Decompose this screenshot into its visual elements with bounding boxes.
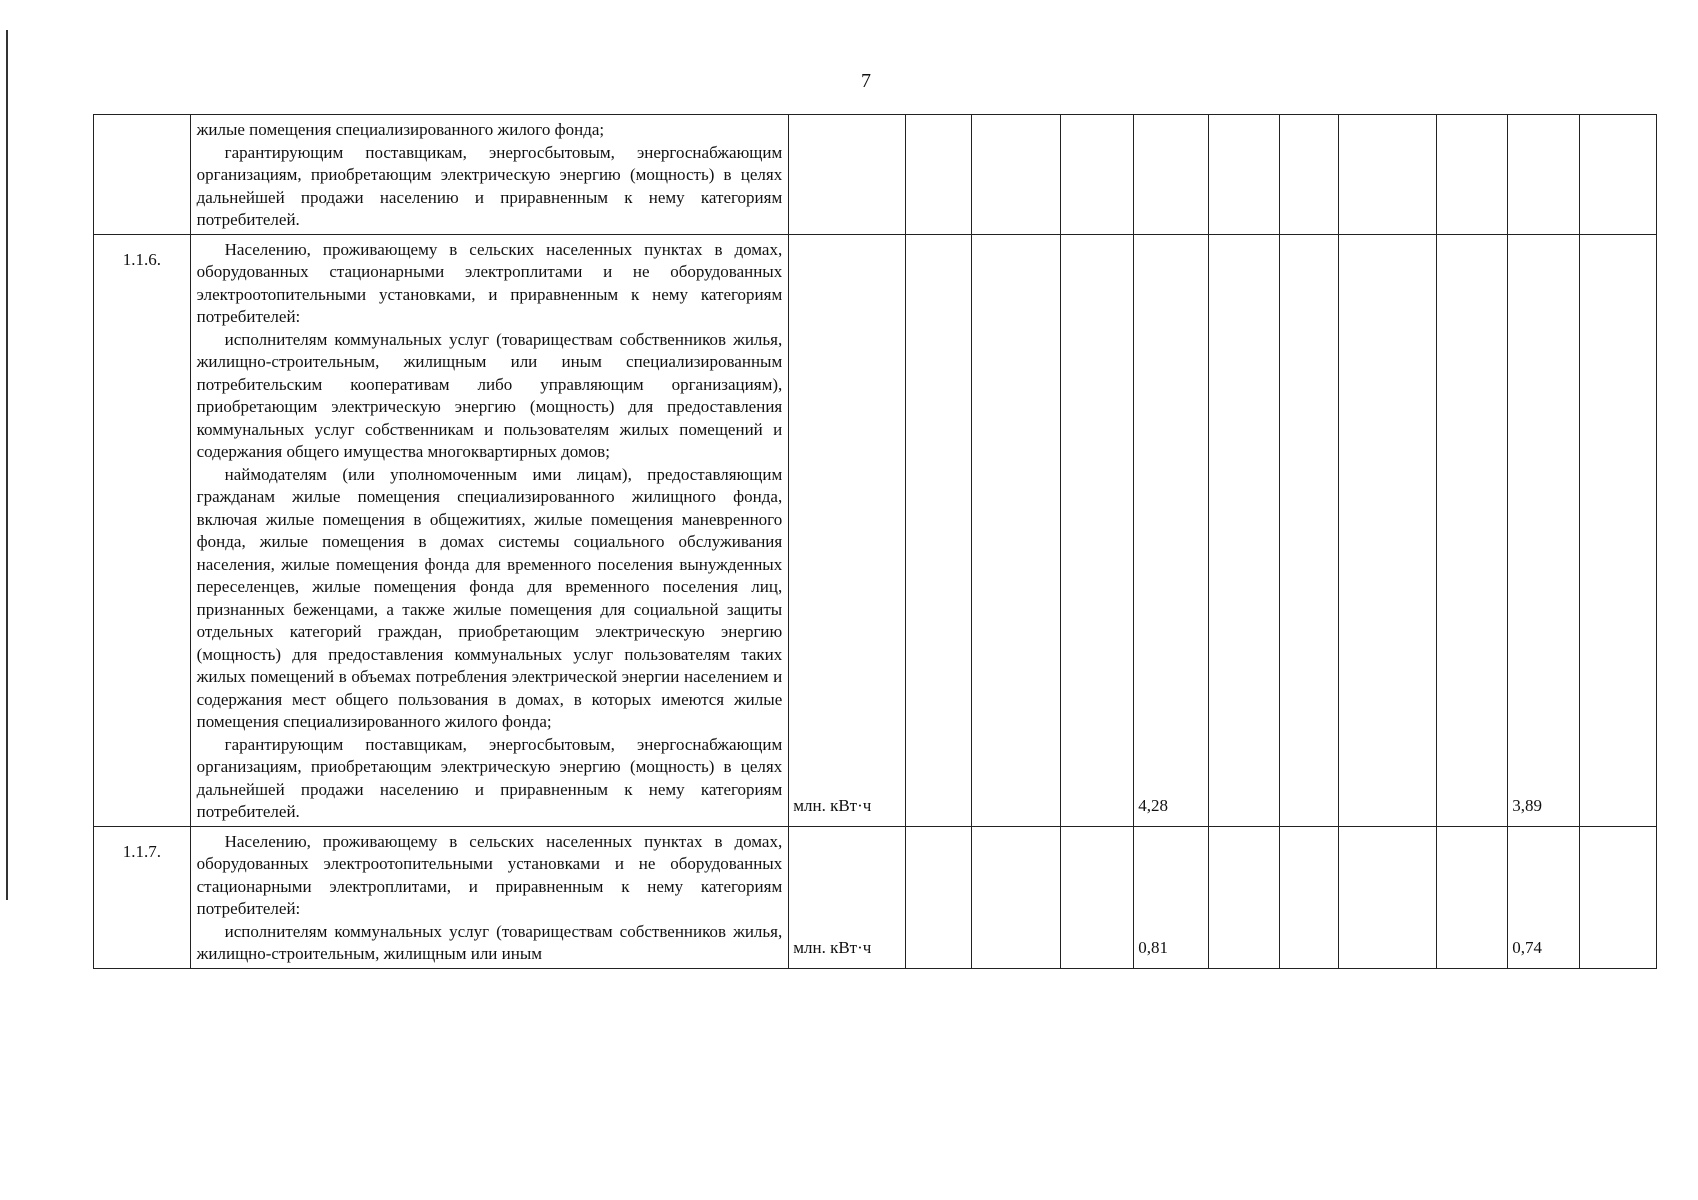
empty-cell bbox=[1338, 826, 1436, 968]
empty-cell bbox=[1279, 826, 1338, 968]
description-paragraph: исполнителям коммунальных услуг (товариществам собственников жилья, жилищно-строительным, жилищным или иным специализированным потребительским кооперативам либо управляющим организациям), приобретающим электрическую энергию (мощность) для предоставления коммунальных услуг собственникам и пользователям жилых помещений и содержания общего имущества многоквартирных домов; bbox=[196, 329, 783, 461]
table-row bbox=[94, 115, 1657, 235]
value-cell bbox=[1508, 115, 1580, 235]
description-paragraph: наймодателям (или уполномоченным ими лицам), предоставляющим гражданам жилые помещения специализированного жилищного фонда, включая жилые помещения в общежитиях, жилые помещения маневренного фонда, жилые помещения в домах системы социального обслуживания населения, жилые помещения фонда для временного поселения вынужденных переселенцев, жилые помещения фонда для временного поселения лиц, признанных беженцами, а также жилые помещения для социальной защиты отдельных категорий граждан, приобретающим электрическую энергию (мощность) для предоставления коммунальных услуг пользователям таких жилых помещений в объемах потребления электрической энергии населением и содержания мест общего пользования в домах, в которых имеются жилые помещения специализированного жилого фонда; bbox=[196, 464, 783, 731]
row-number: 1.1.6. bbox=[94, 234, 191, 826]
empty-cell bbox=[905, 115, 972, 235]
value-cell: 4,28 bbox=[1134, 234, 1209, 826]
unit-cell: млн. кВт·ч bbox=[789, 234, 905, 826]
description-paragraph: гарантирующим поставщикам, энергосбытовым, энергоснабжающим организациям, приобретающим электрическую энергию (мощность) в целях дальнейшей продажи населению и приравненным к нему категориям потребителей. bbox=[196, 734, 783, 821]
empty-cell bbox=[1061, 826, 1134, 968]
empty-cell bbox=[1338, 234, 1436, 826]
empty-cell bbox=[972, 115, 1061, 235]
table-row bbox=[94, 826, 1657, 968]
table-row bbox=[94, 234, 1657, 826]
empty-cell bbox=[905, 826, 972, 968]
empty-cell bbox=[1061, 115, 1134, 235]
empty-cell bbox=[1209, 115, 1280, 235]
empty-cell bbox=[1436, 115, 1508, 235]
row-number: 1.1.7. bbox=[94, 826, 191, 968]
value-cell: 0,74 bbox=[1508, 826, 1580, 968]
empty-cell bbox=[1209, 234, 1280, 826]
empty-cell bbox=[1580, 826, 1657, 968]
unit-cell: млн. кВт·ч bbox=[789, 826, 905, 968]
row-description bbox=[190, 234, 789, 826]
page-number: 7 bbox=[861, 70, 871, 92]
empty-cell bbox=[1580, 115, 1657, 235]
empty-cell bbox=[1436, 234, 1508, 826]
row-description bbox=[190, 115, 789, 235]
empty-cell bbox=[1209, 826, 1280, 968]
empty-cell bbox=[1279, 234, 1338, 826]
unit-cell bbox=[789, 115, 905, 235]
description-paragraph: Населению, проживающему в сельских населенных пунктах в домах, оборудованных стационарными электроплитами и не оборудованных электроотопительными установками, и приравненным к нему категориям потребителей: bbox=[196, 239, 783, 326]
empty-cell bbox=[1580, 234, 1657, 826]
value-cell: 0,81 bbox=[1134, 826, 1209, 968]
value-cell: 3,89 bbox=[1508, 234, 1580, 826]
description-paragraph: исполнителям коммунальных услуг (товариществам собственников жилья, жилищно-строительным, жилищным или иным bbox=[196, 921, 783, 963]
empty-cell bbox=[1279, 115, 1338, 235]
description-paragraph: жилые помещения специализированного жилого фонда; bbox=[196, 120, 605, 139]
empty-cell bbox=[1338, 115, 1436, 235]
empty-cell bbox=[1061, 234, 1134, 826]
tariff-table bbox=[93, 114, 1657, 969]
description-paragraph: Населению, проживающему в сельских населенных пунктах в домах, оборудованных электроотопительными установками и не оборудованных стационарными электроплитами, и приравненным к нему категориям потребителей: bbox=[196, 831, 783, 918]
empty-cell bbox=[905, 234, 972, 826]
row-number bbox=[94, 115, 191, 235]
description-paragraph: гарантирующим поставщикам, энергосбытовым, энергоснабжающим организациям, приобретающим электрическую энергию (мощность) в целях дальнейшей продажи населению и приравненным к нему категориям потребителей. bbox=[196, 142, 783, 229]
row-description bbox=[190, 826, 789, 968]
empty-cell bbox=[972, 826, 1061, 968]
value-cell bbox=[1134, 115, 1209, 235]
empty-cell bbox=[972, 234, 1061, 826]
binding-margin-line bbox=[6, 30, 8, 900]
empty-cell bbox=[1436, 826, 1508, 968]
